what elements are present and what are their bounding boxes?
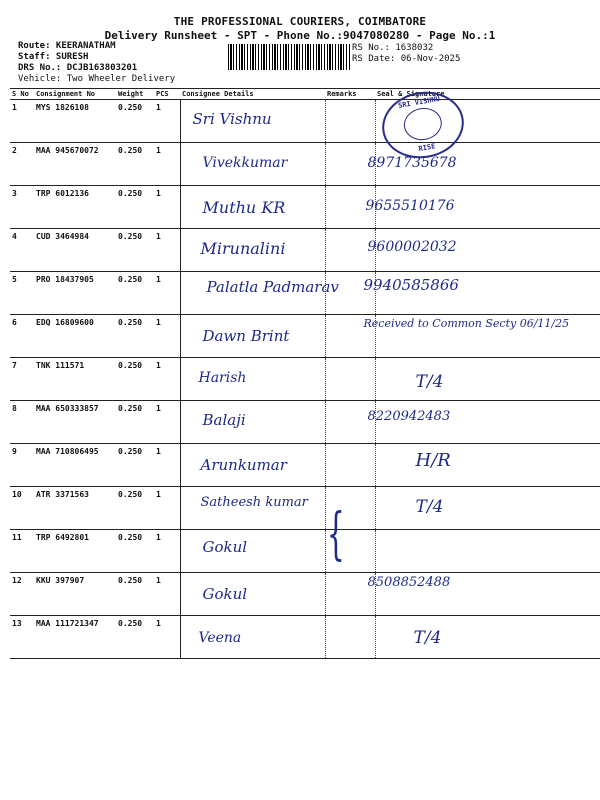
row-sno: 4 (10, 229, 34, 272)
row-consignment-no: TRP 6492801 (34, 530, 116, 573)
row-consignee-cell (180, 573, 325, 616)
signature-handwriting: H/R (415, 450, 451, 471)
row-pcs: 1 (154, 100, 180, 143)
row-pcs: 1 (154, 315, 180, 358)
signature-handwriting: Received to Common Secty 06/11/25 (363, 317, 570, 330)
row-signature-cell (365, 186, 600, 229)
col-seal-signature: Seal & Signature (375, 89, 600, 100)
row-consignee-cell (180, 315, 325, 358)
company-title: THE PROFESSIONAL COURIERS, COIMBATORE (173, 15, 427, 28)
table-row (10, 358, 600, 401)
consignee-handwriting: Satheesh kumar (200, 495, 308, 510)
row-weight: 0.250 (116, 143, 154, 186)
row-pcs: 1 (154, 358, 180, 401)
table-row (10, 487, 600, 530)
consignee-handwriting: Mirunalini (200, 239, 286, 258)
row-weight: 0.250 (116, 530, 154, 573)
consignee-handwriting: Harish (198, 370, 247, 386)
col-consignment: Consignment No (34, 89, 116, 100)
consignee-handwriting: Palatla Padmarav (206, 278, 339, 296)
row-consignment-no: MAA 945670072 (34, 143, 116, 186)
table-row (10, 100, 600, 143)
table-header-row (10, 89, 600, 100)
row-consignment-no: TRP 6012136 (34, 186, 116, 229)
row-signature-cell (375, 358, 600, 401)
row-sno: 9 (10, 444, 34, 487)
signature-handwriting: 9600002032 (367, 239, 457, 255)
row-sno: 6 (10, 315, 34, 358)
row-weight: 0.250 (116, 358, 154, 401)
row-consignment-no: ATR 3371563 (34, 487, 116, 530)
row-signature-cell (367, 573, 600, 616)
row-sno: 10 (10, 487, 34, 530)
rs-number: RS No.: 1638032 (352, 43, 434, 53)
consignee-handwriting: Muthu KR (202, 198, 286, 217)
row-weight: 0.250 (116, 616, 154, 659)
row-pcs: 1 (154, 186, 180, 229)
route-label: Route: KEERANATHAM (18, 41, 116, 51)
row-signature-cell (375, 444, 600, 487)
consignee-handwriting: Balaji (202, 411, 246, 429)
signature-handwriting: 8220942483 (367, 409, 451, 424)
signature-handwriting: 8971735678 (367, 155, 457, 171)
row-consignment-no: MAA 710806495 (34, 444, 116, 487)
row-remarks (325, 444, 375, 487)
consignee-handwriting: Dawn Brint (202, 327, 290, 345)
row-consignment-no: MYS 1826108 (34, 100, 116, 143)
signature-handwriting: 9940585866 (363, 276, 459, 294)
row-pcs: 1 (154, 616, 180, 659)
rs-date: RS Date: 06-Nov-2025 (352, 54, 461, 64)
table-row (10, 186, 600, 229)
row-signature-cell (375, 487, 600, 530)
runsheet-subtitle: Delivery Runsheet - SPT - Phone No.:9047080280 - Page No.:1 (104, 29, 496, 42)
row-consignee-cell (180, 530, 325, 573)
table-row (10, 401, 600, 444)
col-pcs: PCS (154, 89, 180, 100)
signature-handwriting: 8508852488 (367, 575, 451, 590)
col-remarks: Remarks (325, 89, 375, 100)
consignee-handwriting: Sri Vishnu (192, 110, 272, 128)
table-row (10, 616, 600, 659)
runsheet-barcode (228, 44, 350, 70)
col-weight: Weight (116, 89, 154, 100)
row-consignment-no: MAA 111721347 (34, 616, 116, 659)
row-sno: 5 (10, 272, 34, 315)
stamp-bottom-text: RISE (417, 142, 436, 154)
signature-handwriting: T/4 (415, 497, 444, 517)
col-consignee: Consignee Details (180, 89, 325, 100)
consignee-handwriting: Gokul (202, 538, 248, 556)
row-pcs: 1 (154, 272, 180, 315)
row-consignee-cell (180, 401, 325, 444)
row-consignment-no: CUD 3464984 (34, 229, 116, 272)
row-signature-cell (363, 272, 600, 315)
row-sno: 1 (10, 100, 34, 143)
table-row (10, 229, 600, 272)
row-weight: 0.250 (116, 315, 154, 358)
row-signature-cell (375, 616, 600, 659)
stamp-top-text: SRI VISHNU (397, 94, 441, 110)
vehicle-label: Vehicle: Two Wheeler Delivery (18, 74, 176, 84)
row-consignment-no: MAA 650333857 (34, 401, 116, 444)
row-sno: 12 (10, 573, 34, 616)
consignee-handwriting: Gokul (202, 585, 248, 603)
row-pcs: 1 (154, 143, 180, 186)
row-consignee-cell (180, 616, 325, 659)
table-row (10, 530, 600, 573)
row-consignee-cell (180, 229, 325, 272)
row-pcs: 1 (154, 573, 180, 616)
row-remarks (325, 358, 375, 401)
row-consignee-cell (180, 272, 339, 315)
row-pcs: 1 (154, 401, 180, 444)
row-remarks (325, 100, 375, 143)
row-weight: 0.250 (116, 487, 154, 530)
table-row (10, 143, 600, 186)
row-sno: 3 (10, 186, 34, 229)
row-signature-cell (363, 315, 600, 358)
table-row (10, 315, 600, 358)
row-consignee-cell (180, 487, 325, 530)
row-consignment-no: EDQ 16809600 (34, 315, 116, 358)
delivery-table (10, 88, 600, 659)
row-consignee-cell (180, 358, 325, 401)
consignee-handwriting: Vivekkumar (202, 155, 288, 171)
row-weight: 0.250 (116, 401, 154, 444)
signature-handwriting: T/4 (415, 372, 444, 392)
consignee-handwriting: Veena (198, 630, 242, 646)
row-signature-cell (367, 229, 600, 272)
row-consignee-cell (180, 186, 325, 229)
brace-mark: { (326, 502, 345, 567)
row-weight: 0.250 (116, 186, 154, 229)
row-consignee-cell (180, 444, 325, 487)
row-consignment-no: KKU 397907 (34, 573, 116, 616)
row-pcs: 1 (154, 229, 180, 272)
row-sno: 7 (10, 358, 34, 401)
signature-handwriting: 9655510176 (365, 198, 455, 214)
row-signature-cell (375, 530, 600, 573)
row-sno: 2 (10, 143, 34, 186)
consignee-handwriting: Arunkumar (200, 456, 287, 474)
row-sno: 11 (10, 530, 34, 573)
row-pcs: 1 (154, 487, 180, 530)
row-weight: 0.250 (116, 573, 154, 616)
row-pcs: 1 (154, 444, 180, 487)
row-sno: 8 (10, 401, 34, 444)
row-weight: 0.250 (116, 229, 154, 272)
row-consignment-no: TNK 111571 (34, 358, 116, 401)
table-row (10, 444, 600, 487)
row-weight: 0.250 (116, 272, 154, 315)
table-row (10, 272, 600, 315)
row-sno: 13 (10, 616, 34, 659)
row-remarks (325, 616, 375, 659)
row-weight: 0.250 (116, 100, 154, 143)
col-sno: S No (10, 89, 34, 100)
drs-label: DRS No.: DCJB163803201 (18, 63, 138, 73)
row-consignee-cell (180, 100, 325, 143)
row-consignee-cell (180, 143, 325, 186)
stamp-inner-ring (401, 105, 444, 143)
row-consignment-no: PRO 18437905 (34, 272, 116, 315)
staff-label: Staff: SURESH (18, 52, 89, 62)
row-signature-cell (367, 401, 600, 444)
row-weight: 0.250 (116, 444, 154, 487)
signature-handwriting: T/4 (413, 628, 442, 648)
row-pcs: 1 (154, 530, 180, 573)
table-row (10, 573, 600, 616)
